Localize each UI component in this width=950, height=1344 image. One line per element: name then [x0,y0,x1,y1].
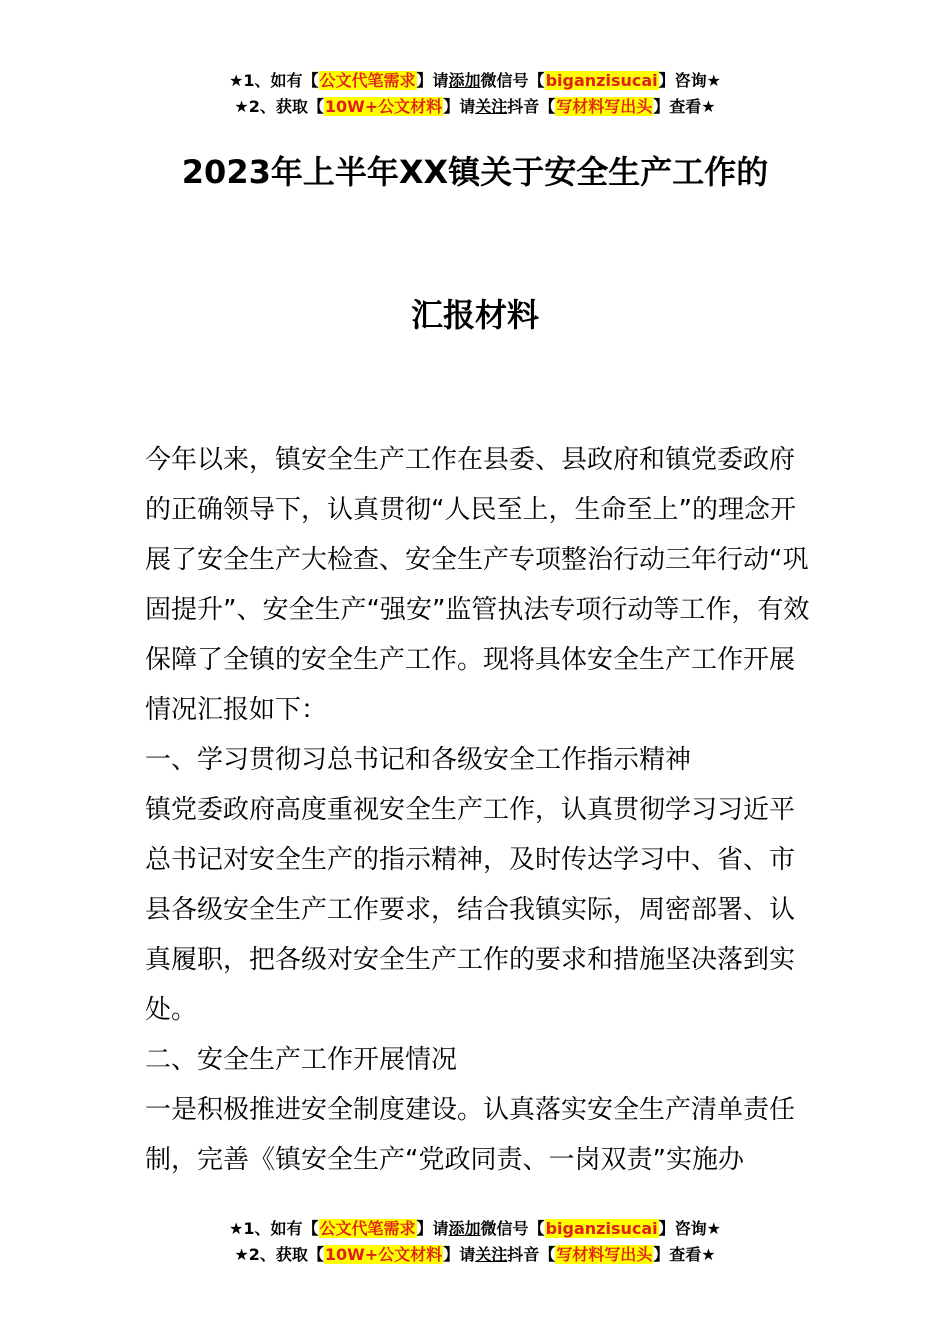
banner-highlight: 10W+公文材料 [324,1245,443,1264]
footer-banner [0,1216,950,1268]
banner-text: 微信号【 [480,71,545,90]
banner-highlight: 写材料写出头 [556,97,653,116]
banner-text: ★2、获取【 [234,1245,324,1264]
banner-line-2 [0,94,950,120]
banner-text: 】咨询★ [658,1219,721,1238]
header-banner [0,68,950,120]
banner-text: 】请 [416,1219,449,1238]
banner-text: ★1、如有【 [229,71,319,90]
document-title-line-2: 汇报材料 [410,296,539,334]
intro-paragraph: 今年以来，镇安全生产工作在县委、县政府和镇党委政府的正确领导下，认真贯彻“人民至上，生命至上”的理念开展了安全生产大检查、安全生产专项整治行动三年行动“巩固提升”、安全生产“强安”监管执法专项行动等工作，有效保障了全镇的安全生产工作。现将具体安全生产工作开展情况汇报如下： [145,445,810,725]
banner-highlight: 公文代笔需求 [319,71,416,90]
banner-text: ★1、如有【 [229,1219,319,1238]
banner-line-2 [0,1242,950,1268]
banner-highlight: 公文代笔需求 [319,1219,416,1238]
document-title-line-1: 2023年上半年XX镇关于安全生产工作的 [181,153,769,191]
section-heading-1: 一、学习贯彻习总书记和各级安全工作指示精神 [145,745,692,775]
banner-line-1 [0,1216,950,1242]
section-heading-2: 二、安全生产工作开展情况 [145,1045,458,1075]
document-body [145,435,810,1185]
banner-text: 微信号【 [480,1219,545,1238]
banner-text: 】咨询★ [658,71,721,90]
banner-text: 抖音【 [507,1245,556,1264]
banner-underlined: 关注 [475,97,508,116]
banner-highlight: 写材料写出头 [556,1245,653,1264]
banner-text: 】请 [443,1245,476,1264]
banner-underlined: 关注 [475,1245,508,1264]
banner-text: 】查看★ [653,1245,716,1264]
banner-text: 】请 [443,97,476,116]
banner-underlined: 添加 [448,71,481,90]
section-2-paragraph: 一是积极推进安全制度建设。认真落实安全生产清单责任制，完善《镇安全生产“党政同责、一岗双责”实施办 [145,1095,796,1175]
banner-text: 】查看★ [653,97,716,116]
section-1-paragraph: 镇党委政府高度重视安全生产工作，认真贯彻学习习近平总书记对安全生产的指示精神，及时传达学习中、省、市县各级安全生产工作要求，结合我镇实际，周密部署、认真履职，把各级对安全生产工作的要求和措施坚决落到实处。 [145,795,796,1025]
banner-highlight: biganzisucai [545,1219,658,1238]
banner-line-1 [0,68,950,94]
banner-underlined: 添加 [448,1219,481,1238]
banner-highlight: 10W+公文材料 [324,97,443,116]
banner-text: 】请 [416,71,449,90]
banner-text: 抖音【 [507,97,556,116]
banner-text: ★2、获取【 [234,97,324,116]
banner-highlight: biganzisucai [545,71,658,90]
